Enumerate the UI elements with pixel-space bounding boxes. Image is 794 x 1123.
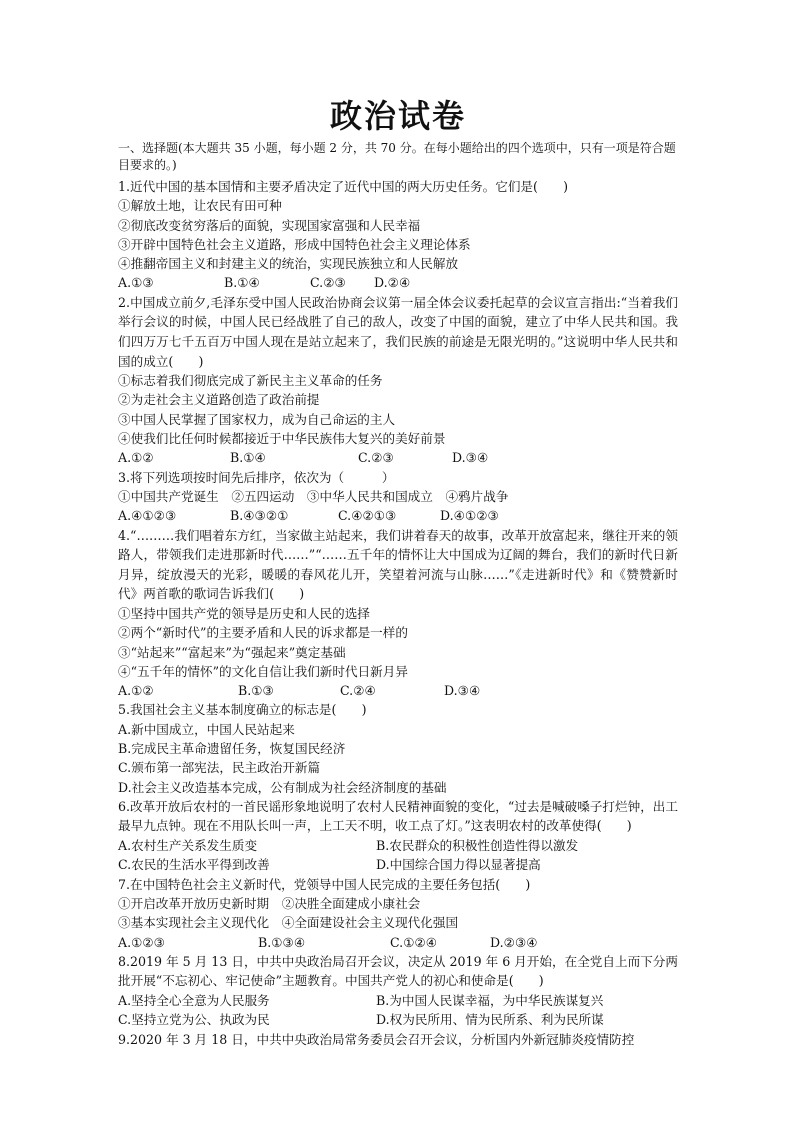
question-5-option: A.新中国成立，中国人民站起来 <box>118 721 295 737</box>
option-c: C.农民的生活水平得到改善 <box>118 857 270 873</box>
question-4-item: ④“五千年的情怀”的文化自信让我们新时代日新月异 <box>118 663 408 679</box>
question-4-stem: 4.“………我们唱着东方红，当家做主站起来，我们讲着春天的故事，改革开放富起来，继往开来的领路人，带领我们走进那新时代……”“……五千年的情怀让大中国成为辽阔的舞台，我们的新时代日新月异，绽放漫天的光彩，暖暖的春风花儿开，笑望着河流与山脉……”《走进新时代》和《赞赞新时代》两首歌的歌词告诉我们( ) <box>118 527 678 602</box>
option-a: A.坚持全心全意为人民服务 <box>118 993 270 1009</box>
question-3-stem: 3.将下列选项按时间先后排序，依次为（ ） <box>118 469 395 485</box>
option-d: D.②④ <box>374 275 411 291</box>
question-7-options <box>118 933 678 952</box>
option-c: C.②④ <box>340 683 376 699</box>
question-5-option: C.颁布第一部宪法，民主政治开新篇 <box>118 760 321 776</box>
question-2-stem: 2.中国成立前夕,毛泽东受中国人民政治协商会议第一届全体会议委托起草的会议宣言指出:“当着我们举行会议的时候，中国人民已经战胜了自己的敌人，改变了中国的面貌，建立了中华人民共和国。我们四万万七千五百万中国人现在是站立起来了，我们民族的前途是无限光明的。”这说明中华人民共和国的成立( ) <box>118 294 678 369</box>
option-d: D.权为民所用、情为民所系、利为民所谋 <box>376 1012 604 1028</box>
question-8-options-row-2 <box>118 1010 678 1029</box>
question-1-stem: 1.近代中国的基本国情和主要矛盾决定了近代中国的两大历史任务。它们是( ) <box>118 179 569 194</box>
question-8-stem: 8.2019 年 5 月 13 日，中共中央政治局召开会议，决定从 2019 年 6 月开始，在全党自上而下分两批开展“不忘初心、牢记使命”主题教育。中国共产党人的初心和使命是( ) <box>118 953 678 989</box>
question-4-options <box>118 681 678 700</box>
page-title: 政治试卷 <box>329 97 466 135</box>
option-a: A.①② <box>118 683 154 699</box>
question-2-item: ②为走社会主义道路创造了政治前提 <box>118 392 320 408</box>
question-2-item: ③中国人民掌握了国家权力，成为自己命运的主人 <box>118 411 396 427</box>
option-c: C.坚持立党为公、执政为民 <box>118 1012 270 1028</box>
option-c: C.②③ <box>358 450 394 466</box>
question-3-item: ①中国共产党诞生 ②五四运动 ③中华人民共和国成立 ④鸦片战争 <box>118 488 509 504</box>
question-2-item: ①标志着我们彻底完成了新民主主义革命的任务 <box>118 373 383 389</box>
option-d: D.中国综合国力得以显著提高 <box>376 857 541 873</box>
question-1-item: ③开辟中国特色社会主义道路，形成中国特色社会主义理论体系 <box>118 236 471 252</box>
question-9-stem: 9.2020 年 3 月 18 日，中共中央政治局常务委员会召开会议，分析国内外新冠肺炎疫情防控 <box>118 1031 635 1047</box>
option-a: A.④①②③ <box>118 508 177 524</box>
option-b: B.①③ <box>238 683 274 699</box>
question-5-stem: 5.我国社会主义基本制度确立的标志是( ) <box>118 702 367 718</box>
question-7-stem: 7.在中国特色社会主义新时代，党领导中国人民完成的主要任务包括( ) <box>118 876 531 892</box>
option-b: B.①④ <box>224 275 260 291</box>
question-4-item: ②两个“新时代”的主要矛盾和人民的诉求都是一样的 <box>118 625 408 641</box>
question-8-options-row-1 <box>118 991 678 1010</box>
option-a: A.①②③ <box>118 934 165 950</box>
option-b: B.④③②① <box>230 508 289 524</box>
question-6-options-row-1 <box>118 836 678 855</box>
option-c: C.①②④ <box>390 934 438 950</box>
option-c: C.②③ <box>310 275 346 291</box>
section-heading: 一、选择题(本大题共 35 小题，每小题 2 分，共 70 分。在每小题给出的四个选项中，只有一项是符合题目要求的。) <box>118 141 676 172</box>
option-a: A.①③ <box>118 275 154 291</box>
option-d: D.③④ <box>452 450 489 466</box>
exam-page <box>118 96 678 1049</box>
option-d: D.④①②③ <box>440 508 499 524</box>
question-1-options <box>118 273 678 292</box>
question-4-item: ③“站起来”“富起来”为“强起来”奠定基础 <box>118 644 346 660</box>
question-4-item: ①坚持中国共产党的领导是历史和人民的选择 <box>118 605 370 621</box>
question-2-options <box>118 448 678 467</box>
question-1-item: ①解放土地，让农民有田可种 <box>118 198 282 214</box>
option-d: D.②③④ <box>490 934 538 950</box>
question-5-option: B.完成民主革命遗留任务，恢复国民经济 <box>118 740 346 756</box>
option-b: B.①③④ <box>258 934 306 950</box>
question-7-item: ①开启改革开放历史新时期 ②决胜全面建成小康社会 <box>118 895 421 911</box>
question-7-item: ③基本实现社会主义现代化 ④全面建设社会主义现代化强国 <box>118 915 459 931</box>
question-6-options-row-2 <box>118 855 678 874</box>
option-c: C.④②①③ <box>338 508 397 524</box>
question-5-option: D.社会主义改造基本完成，公有制成为社会经济制度的基础 <box>118 779 447 795</box>
question-2-item: ④使我们比任何时候都接近于中华民族伟大复兴的美好前景 <box>118 431 446 447</box>
option-b: B.①④ <box>230 450 266 466</box>
question-1-item: ②彻底改变贫穷落后的面貌，实现国家富强和人民幸福 <box>118 217 421 233</box>
option-d: D.③④ <box>444 683 481 699</box>
question-1-item: ④推翻帝国主义和封建主义的统治，实现民族独立和人民解放 <box>118 256 459 272</box>
option-b: B.为中国人民谋幸福，为中华民族谋复兴 <box>376 993 604 1009</box>
option-a: A.农村生产关系发生质变 <box>118 838 258 854</box>
question-3-options <box>118 506 678 525</box>
question-6-stem: 6.改革开放后农村的一首民谣形象地说明了农村人民精神面貌的变化，“过去是喊破嗓子打烂钟，出工最早九点钟。现在不用队长叫一声，上工天不明，收工点了灯。”这表明农村的改革使得( ) <box>118 798 678 834</box>
option-b: B.农民群众的积极性创造性得以激发 <box>376 838 579 854</box>
option-a: A.①② <box>118 450 154 466</box>
